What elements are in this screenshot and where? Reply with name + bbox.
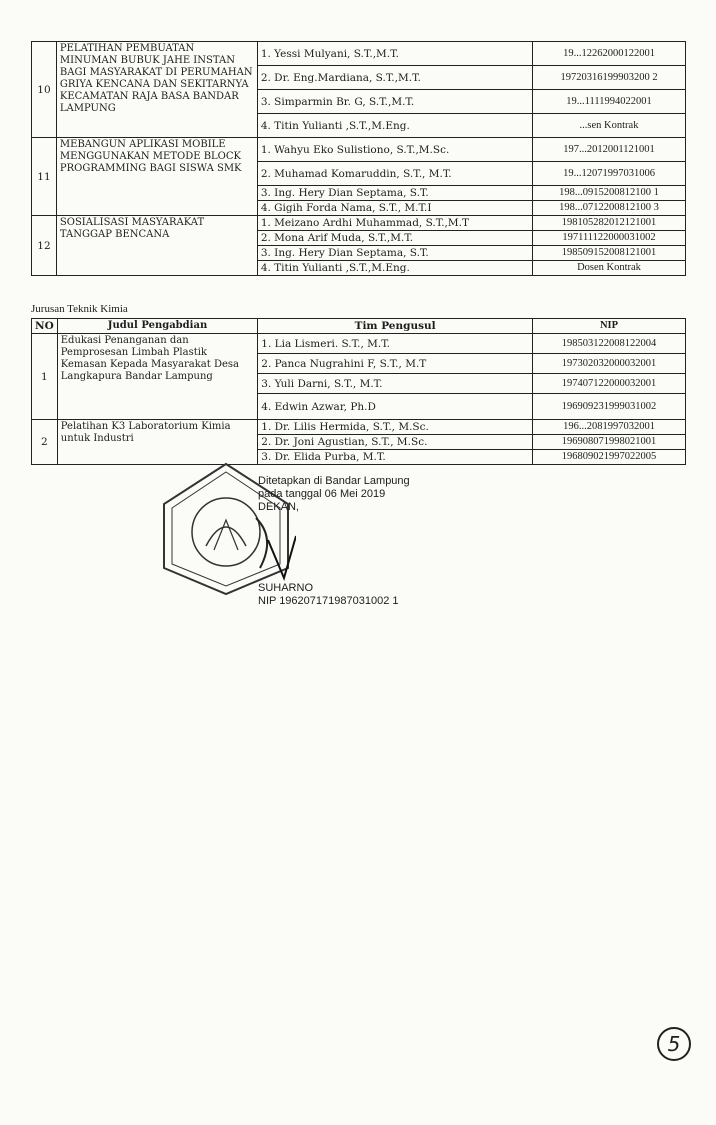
jurusan-label: Jurusan Teknik Kimia [31, 303, 128, 315]
signature-block [258, 475, 410, 608]
table-row [32, 216, 686, 231]
nip-cell: 19...12262000122001 [533, 42, 686, 66]
tim-cell: 1. Yessi Mulyani, S.T.,M.T. [257, 42, 532, 66]
nip-cell: 196...2081997032001 [533, 420, 686, 435]
header-tim: Tim Pengusul [258, 319, 533, 334]
tim-cell: 2. Dr. Joni Agustian, S.T., M.Sc. [258, 435, 533, 450]
page-number: 5 [657, 1027, 691, 1061]
tim-cell: 3. Dr. Elida Purba, M.T. [258, 450, 533, 465]
judul-cell: SOSIALISASI MASYARAKAT TANGGAP BENCANA [56, 216, 257, 276]
jabatan-text: DEKAN, [258, 501, 299, 513]
row-number: 10 [32, 42, 57, 138]
nip-cell: 198105282012121001 [533, 216, 686, 231]
table-teknik-elektro-continued [31, 41, 686, 276]
table-row [32, 138, 686, 162]
nip-cell: 198509152008121001 [533, 246, 686, 261]
tim-cell: 1. Meizano Ardhi Muhammad, S.T.,M.T [257, 216, 532, 231]
tim-cell: 1. Wahyu Eko Sulistiono, S.T.,M.Sc. [257, 138, 532, 162]
nip-cell: Dosen Kontrak [533, 261, 686, 276]
row-number: 2 [32, 420, 58, 465]
tim-cell: 3. Simparmin Br. G, S.T.,M.T. [257, 90, 532, 114]
nip-cell: 19...1111994022001 [533, 90, 686, 114]
nip-cell: 196909231999031002 [533, 394, 686, 420]
table-row [32, 42, 686, 66]
signer-name: SUHARNO [258, 582, 314, 594]
nip-cell: 197...2012001121001 [533, 138, 686, 162]
table-row [32, 420, 686, 435]
header-judul: Judul Pengabdian [57, 319, 258, 334]
nip-cell: 196809021997022005 [533, 450, 686, 465]
tim-cell: 2. Muhamad Komaruddin, S.T., M.T. [257, 162, 532, 186]
tim-cell: 1. Dr. Lilis Hermida, S.T., M.Sc. [258, 420, 533, 435]
row-number: 1 [32, 334, 58, 420]
nip-cell: 198...0915200812100 1 [533, 186, 686, 201]
tim-cell: 2. Dr. Eng.Mardiana, S.T.,M.T. [257, 66, 532, 90]
tim-cell: 4. Titin Yulianti ,S.T.,M.Eng. [257, 261, 532, 276]
nip-cell: 198...0712200812100 3 [533, 201, 686, 216]
signer-nip: NIP 196207171987031002 1 [258, 595, 399, 607]
nip-cell: 197302032000032001 [533, 354, 686, 374]
header-no: NO [32, 319, 58, 334]
signature-space [258, 514, 410, 582]
ditetapkan-text: Ditetapkan di Bandar Lampung [258, 475, 410, 487]
tim-cell: 3. Ing. Hery Dian Septama, S.T. [257, 186, 532, 201]
nip-cell: 19720316199903200 2 [533, 66, 686, 90]
nip-cell: ...sen Kontrak [533, 114, 686, 138]
nip-cell: 197111122000031002 [533, 231, 686, 246]
judul-cell: Pelatihan K3 Laboratorium Kimia untuk Industri [57, 420, 258, 465]
tim-cell: 3. Ing. Hery Dian Septama, S.T. [257, 246, 532, 261]
nip-cell: 19...12071997031006 [533, 162, 686, 186]
tim-cell: 1. Lia Lismeri. S.T., M.T. [258, 334, 533, 354]
tim-cell: 2. Panca Nugrahini F, S.T., M.T [258, 354, 533, 374]
tim-cell: 4. Gigih Forda Nama, S.T., M.T.I [257, 201, 532, 216]
judul-cell: MEBANGUN APLIKASI MOBILE MENGGUNAKAN METODE BLOCK PROGRAMMING BAGI SISWA SMK [56, 138, 257, 216]
judul-cell: PELATIHAN PEMBUATAN MINUMAN BUBUK JAHE INSTAN BAGI MASYARAKAT DI PERUMAHAN GRIYA KENCANA DAN SEKITARNYA KECAMATAN RAJA BASA BANDAR LAMPUNG [56, 42, 257, 138]
table-teknik-kimia [31, 318, 686, 465]
header-nip: NIP [533, 319, 686, 334]
row-number: 12 [32, 216, 57, 276]
tim-cell: 2. Mona Arif Muda, S.T.,M.T. [257, 231, 532, 246]
table-header-row [32, 319, 686, 334]
nip-cell: 198503122008122004 [533, 334, 686, 354]
judul-cell: Edukasi Penanganan dan Pemprosesan Limbah Plastik Kemasan Kepada Masyarakat Desa Langkapura Bandar Lampung [57, 334, 258, 420]
tim-cell: 3. Yuli Darni, S.T., M.T. [258, 374, 533, 394]
table-row [32, 334, 686, 354]
tim-cell: 4. Titin Yulianti ,S.T.,M.Eng. [257, 114, 532, 138]
tim-cell: 4. Edwin Azwar, Ph.D [258, 394, 533, 420]
row-number: 11 [32, 138, 57, 216]
nip-cell: 196908071998021001 [533, 435, 686, 450]
tanggal-text: pada tanggal 06 Mei 2019 [258, 488, 386, 500]
nip-cell: 197407122000032001 [533, 374, 686, 394]
